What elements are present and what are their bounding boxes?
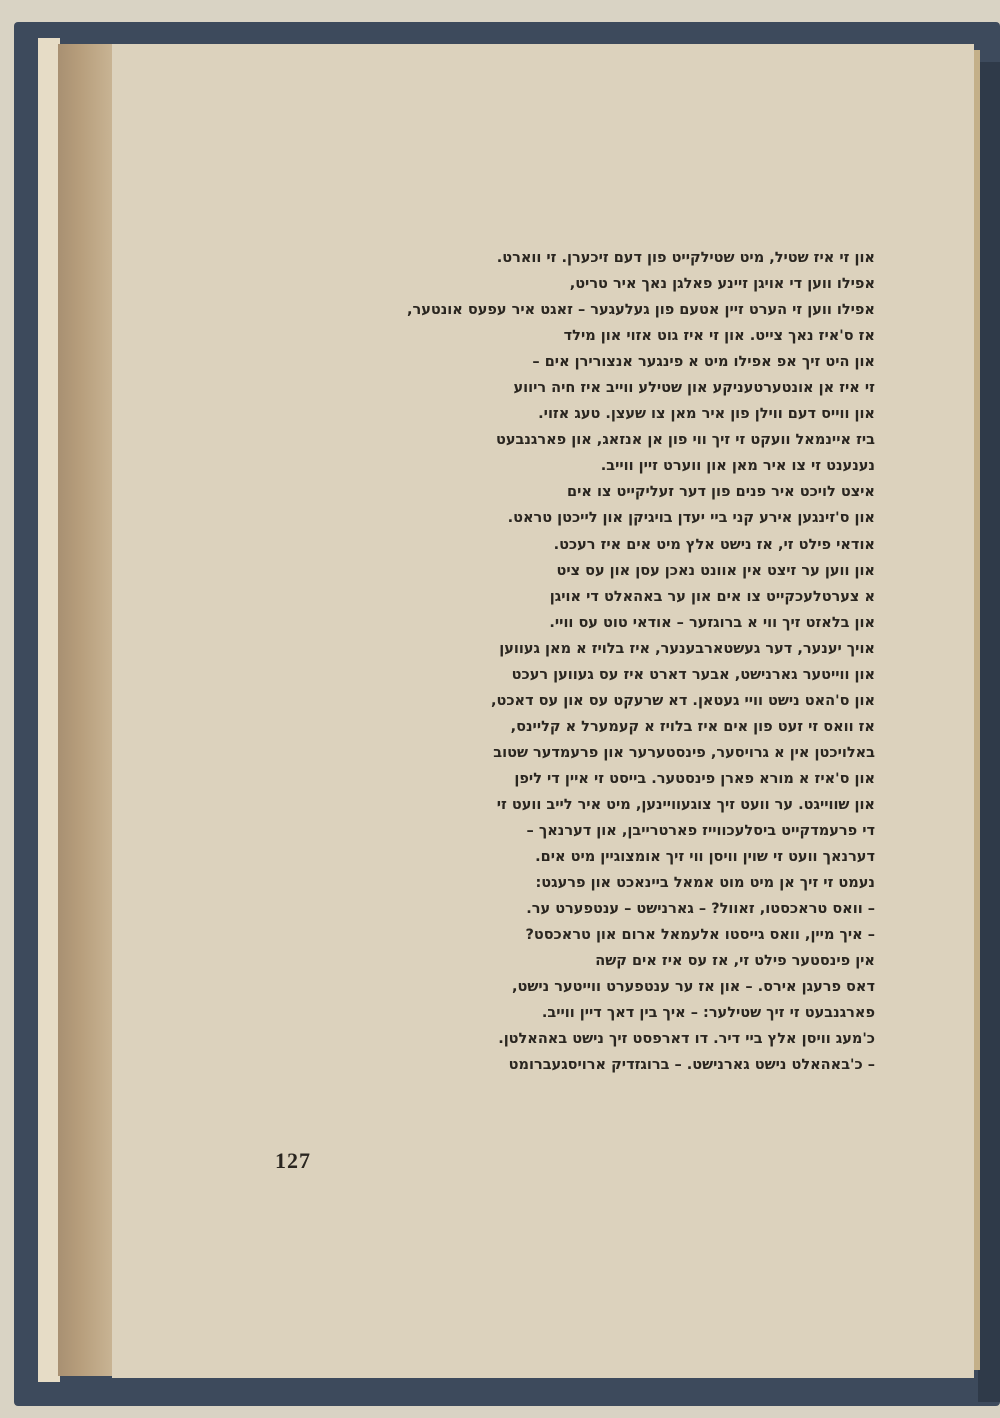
text-line: באלויכטן אין א גרויסער, פינסטערער און פרעמדער שטוב xyxy=(493,744,875,761)
text-line: אויך יענער, דער געשטארבענער, איז בלויז א מאן געווען xyxy=(499,640,875,657)
text-line: און היט זיך אפ אפילו מיט א פינגער אנצורירן אים – xyxy=(532,354,875,371)
text-line: און זי איז שטיל, מיט שטילקייט פון דעם זיכערן. זי ווארט. xyxy=(496,250,875,266)
text-line: און ווייטער גארנישט, אבער דארט איז עס געווען רעכט xyxy=(511,666,875,683)
text-line: און ווען ער זיצט אין אוונט נאכן עסן און עס ציט xyxy=(556,562,875,579)
text-line: און ס'איז א מורא פארן פינסטער. בייסט זי איין די ליפן xyxy=(514,770,875,787)
text-line: אז ס'איז נאך צייט. און זי איז גוט אזוי און מילד xyxy=(563,328,875,345)
text-line: און בלאזט זיך ווי א ברוגזער – אודאי טוט עס וויי. xyxy=(549,614,875,631)
text-line: אודאי פילט זי, אז נישט אלץ מיט אים איז רעכט. xyxy=(553,536,875,553)
text-line: און ס'זינגען אירע קני ביי יעדן בויגיקן און לייכטן טראט. xyxy=(507,510,875,527)
next-page-edge xyxy=(974,50,980,1370)
text-line: אפילו ווען זי הערט זיין אטעם פון געלעגער – זאגט איר עפעס אונטער, xyxy=(406,302,875,319)
text-line: נענענט זי צו איר מאן און ווערט זיין ווייב. xyxy=(600,458,875,475)
text-line: אפילו ווען די אויגן זיינע פאלגן נאך איר טריט, xyxy=(569,276,875,293)
page-stack-edge xyxy=(38,38,60,1382)
text-line: איצט לויכט איר פנים פון דער זעליקייט צו אים xyxy=(567,484,875,501)
text-line: די פרעמדקייט ביסלעכווייז פארטרייבן, און דערנאך – xyxy=(526,823,875,840)
text-line: און ווייס דעם ווילן פון איר מאן צו שעצן. טעג אזוי. xyxy=(538,406,875,423)
text-line: ביז איינמאל וועקט זי זיך ווי פון אן אנזאג, און פארגנבעט xyxy=(495,432,875,449)
spine-gutter xyxy=(58,44,114,1376)
text-line: דערנאך וועט זי שוין וויסן ווי זיך אומצוגיין מיט אים. xyxy=(535,849,875,866)
text-line: זי איז אן אונטערטעניקע און שטילע ווייב איז חיה ריווע xyxy=(513,380,875,397)
text-line: כ'מעג וויסן אלץ ביי דיר. דו דארפסט זיך נישט באהאלטן. xyxy=(498,1031,875,1048)
text-line: א צערטלעכקייט צו אים און ער באהאלט די אויגן xyxy=(549,588,875,605)
text-line: פארגנבעט זי זיך שטילער: – איך בין דאך דיין ווייב. xyxy=(541,1005,875,1022)
poem-text-block xyxy=(225,245,875,1079)
text-line: דאס פרעגן אירס. – און אז ער ענטפערט ווייטער נישט, xyxy=(512,979,875,996)
text-line: – וואס טראכסטו, זאוול? – גארנישט – ענטפערט ער. xyxy=(526,901,875,918)
cover-right-edge xyxy=(978,62,1000,1402)
text-line: – איך מיין, וואס גייסטו אלעמאל ארום און טראכסט? xyxy=(525,927,875,944)
text-line: און ס'האט נישט וויי געטאן. דא שרעקט עס און עס דאכט, xyxy=(490,692,875,709)
page-number: 127 xyxy=(275,1148,311,1173)
text-line: און שווייגט. ער וועט זיך צוגעוויינען, מיט איר לייב וועט זי xyxy=(496,796,875,813)
text-line: – כ'באהאלט נישט גארנישט. – ברוגזדיק ארויסגעברומט xyxy=(508,1057,875,1074)
text-line: אז וואס זי זעט פון אים איז בלויז א קעמערל א קליינס, xyxy=(510,718,875,735)
text-line: נעמט זי זיך אן מיט מוט אמאל ביינאכט און פרעגט: xyxy=(535,875,875,892)
text-line: אין פינסטער פילט זי, אז עס איז אים קשה xyxy=(595,953,875,970)
